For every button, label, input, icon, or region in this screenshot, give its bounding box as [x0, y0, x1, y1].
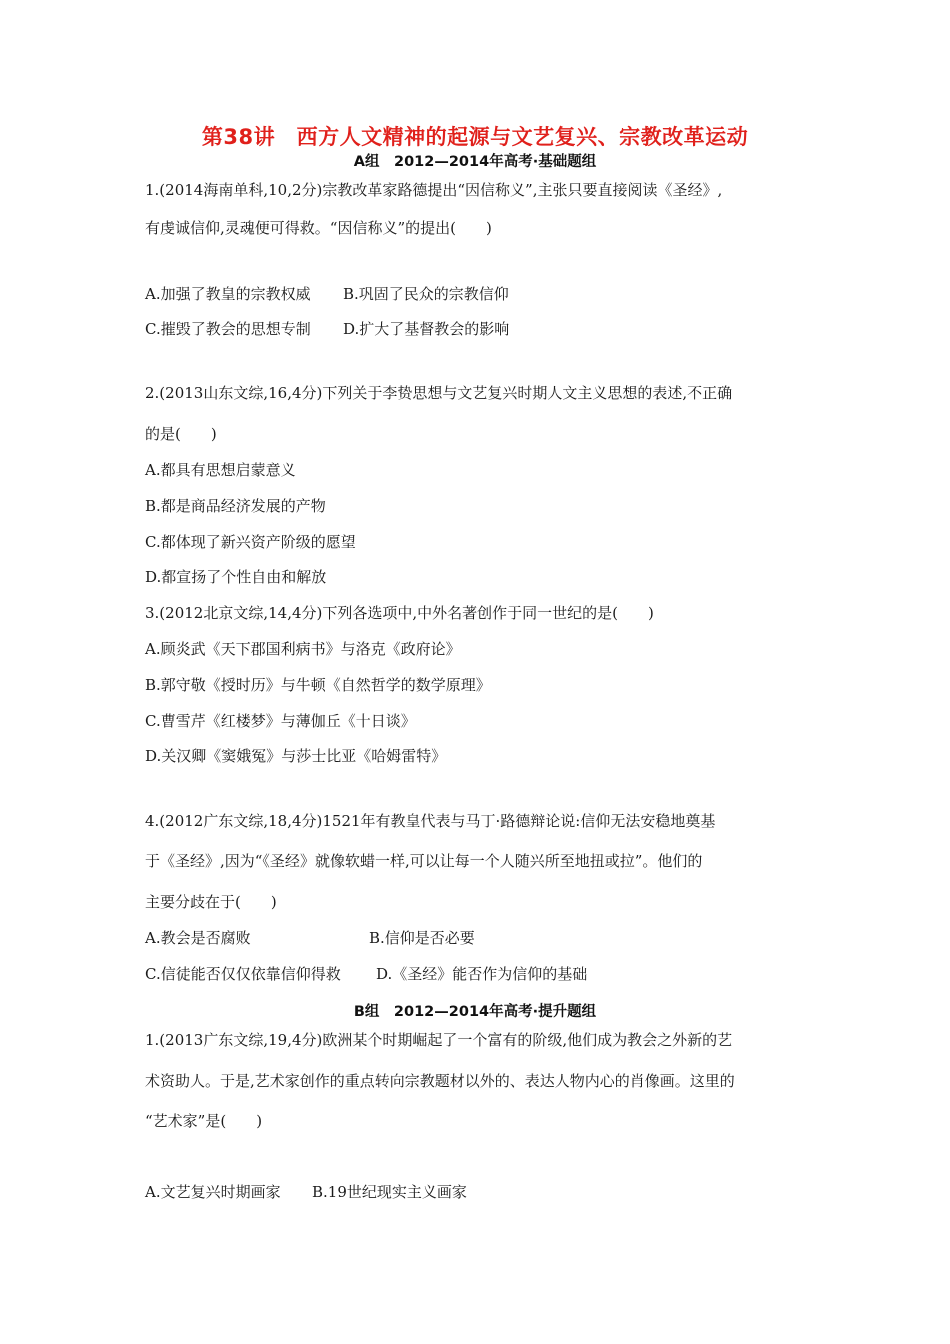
- question-b1-line-2: 术资助人。于是,艺术家创作的重点转向宗教题材以外的、表达人物内心的肖像画。这里的: [145, 1072, 735, 1090]
- question-b1-option-a: A.文艺复兴时期画家: [145, 1183, 281, 1201]
- question-a3-option-b: B.郭守敬《授时历》与牛顿《自然哲学的数学原理》: [145, 676, 491, 694]
- question-a2-option-c: C.都体现了新兴资产阶级的愿望: [145, 533, 356, 551]
- question-a1-option-d: D.扩大了基督教会的影响: [343, 320, 510, 338]
- question-a1-line-2: 有虔诚信仰,灵魂便可得救。“因信称义”的提出( ): [145, 219, 492, 237]
- question-a4-option-d: D.《圣经》能否作为信仰的基础: [376, 965, 588, 983]
- question-a4-option-a: A.教会是否腐败: [145, 929, 251, 947]
- question-b1-line-3: “艺术家”是( ): [145, 1112, 263, 1130]
- question-a2-option-d: D.都宣扬了个性自由和解放: [145, 568, 327, 586]
- page-title: 第38讲 西方人文精神的起源与文艺复兴、宗教改革运动: [201, 125, 749, 149]
- question-a3-option-a: A.顾炎武《天下郡国利病书》与洛克《政府论》: [145, 640, 461, 658]
- question-a2-option-b: B.都是商品经济发展的产物: [145, 497, 326, 515]
- question-a1-option-b: B.巩固了民众的宗教信仰: [343, 285, 509, 303]
- question-a4-option-b: B.信仰是否必要: [369, 929, 475, 947]
- question-a1-option-c: C.摧毁了教会的思想专制: [145, 320, 311, 338]
- question-a4-line-2: 于《圣经》,因为“《圣经》就像软蜡一样,可以让每一个人随兴所至地扭或拉”。他们的: [145, 852, 703, 870]
- question-a2-line-1: 2.(2013山东文综,16,4分)下列关于李贽思想与文艺复兴时期人文主义思想的表述,不正确: [145, 384, 733, 402]
- question-a4-line-1: 4.(2012广东文综,18,4分)1521年有教皇代表与马丁·路德辩论说:信仰无法安稳地奠基: [145, 812, 716, 830]
- question-a3-option-d: D.关汉卿《窦娥冤》与莎士比亚《哈姆雷特》: [145, 747, 447, 765]
- question-a3-line-1: 3.(2012北京文综,14,4分)下列各选项中,中外名著创作于同一世纪的是( ): [145, 604, 654, 622]
- question-a4-option-c: C.信徒能否仅仅依靠信仰得救: [145, 965, 341, 983]
- question-a2-option-a: A.都具有思想启蒙意义: [145, 461, 296, 479]
- question-b1-line-1: 1.(2013广东文综,19,4分)欧洲某个时期崛起了一个富有的阶级,他们成为教会之外新的艺: [145, 1031, 733, 1049]
- question-a2-line-2: 的是( ): [145, 425, 217, 443]
- group-b-heading: B组 2012—2014年高考·提升题组: [353, 1004, 597, 1020]
- question-a3-option-c: C.曹雪芹《红楼梦》与薄伽丘《十日谈》: [145, 712, 416, 730]
- question-a4-line-3: 主要分歧在于( ): [145, 893, 277, 911]
- question-a1-line-1: 1.(2014海南单科,10,2分)宗教改革家路德提出“因信称义”,主张只要直接阅读《圣经》,: [145, 181, 723, 199]
- question-a1-option-a: A.加强了教皇的宗教权威: [145, 285, 311, 303]
- group-a-heading: A组 2012—2014年高考·基础题组: [353, 154, 597, 170]
- question-b1-option-b: B.19世纪现实主义画家: [312, 1183, 467, 1201]
